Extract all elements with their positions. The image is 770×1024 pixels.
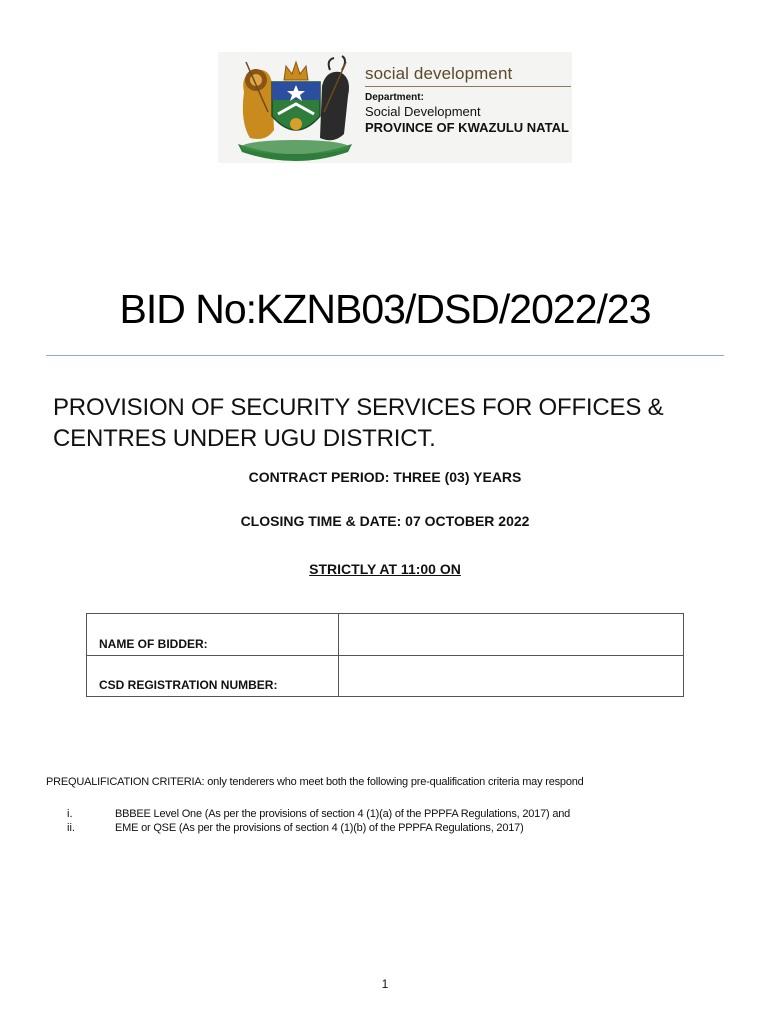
- brand-divider: [365, 86, 571, 87]
- contract-period: CONTRACT PERIOD: THREE (03) YEARS: [248, 469, 522, 485]
- tender-heading-line-1: PROVISION OF SECURITY SERVICES FOR OFFICES &: [53, 394, 664, 421]
- coat-of-arms-icon: [226, 52, 364, 163]
- tender-heading: [53, 392, 733, 454]
- closing-time-date: CLOSING TIME & DATE: 07 OCTOBER 2022: [240, 513, 530, 529]
- title-divider: [46, 355, 724, 356]
- province-name: PROVINCE OF KWAZULU NATAL: [365, 120, 569, 135]
- closing-time-strict: STRICTLY AT 11:00 ON: [309, 561, 461, 577]
- bid-number-title: BID No:KZNB03/DSD/2022/23: [119, 286, 651, 332]
- criteria-item-number: i.: [67, 808, 73, 820]
- department-logo: [218, 52, 572, 163]
- bidder-details-table: [86, 613, 684, 697]
- bidder-name-label: NAME OF BIDDER:: [99, 637, 208, 651]
- tender-heading-line-2: CENTRES UNDER UGU DISTRICT.: [53, 425, 436, 452]
- brand-name: social development: [365, 64, 513, 83]
- page-number: 1: [381, 977, 389, 991]
- table-row-divider: [87, 655, 683, 656]
- criteria-item-number: ii.: [67, 822, 75, 834]
- prequalification-intro: PREQUALIFICATION CRITERIA: only tenderers who meet both the following pre-qualification criteria may respond: [46, 776, 584, 788]
- criteria-item-text: BBBEE Level One (As per the provisions of section 4 (1)(a) of the PPPFA Regulations, 2017) and: [115, 808, 571, 820]
- department-label: Department:: [365, 92, 424, 103]
- criteria-item-text: EME or QSE (As per the provisions of section 4 (1)(b) of the PPPFA Regulations, 2017): [115, 822, 524, 834]
- department-name: Social Development: [365, 104, 481, 119]
- csd-registration-label: CSD REGISTRATION NUMBER:: [99, 678, 278, 692]
